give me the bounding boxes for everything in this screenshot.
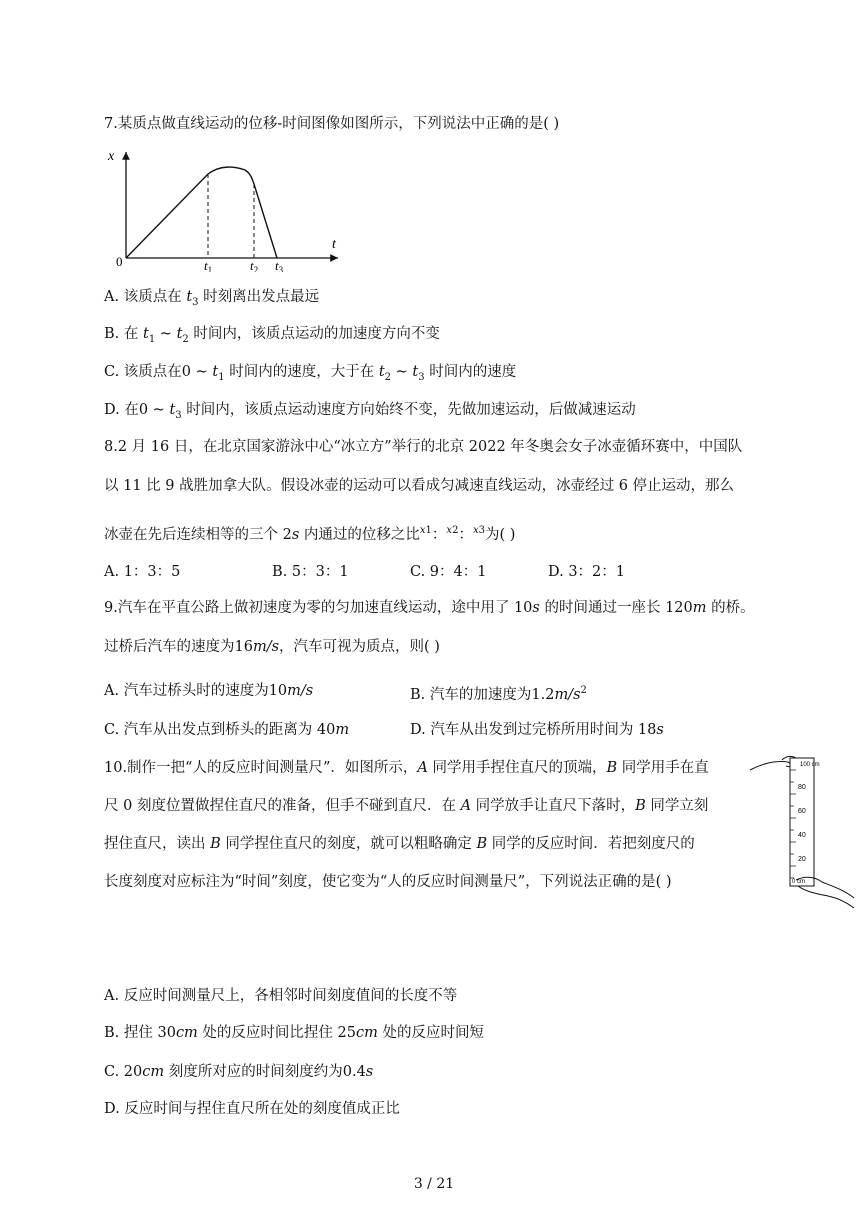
q8-line-3: 冰壶在先后连续相等的三个 2s 内通过的位移之比$^{x1}$：$^{x2}$：$^{x3}$为( ): [104, 525, 516, 543]
q10-line-3: 捏住直尺，读出 B 同学捏住直尺的刻度，就可以粗略确定 B 同学的反应时间．若把刻度尺的: [104, 836, 695, 852]
reaction-ruler-figure: [748, 752, 858, 910]
t1-label: $t_1$: [204, 258, 213, 272]
q10-option-b: B. 捏住 30cm 处的反应时间比捏住 25cm 处的反应时间短: [104, 1025, 484, 1041]
q8-line-1: 8.2 月 16 日，在北京国家游泳中心“冰立方”举行的北京 2022 年冬奥会女子冰壶循环赛中，中国队: [104, 439, 743, 455]
q9-option-a: A. 汽车过桥头时的速度为10m/s: [104, 683, 314, 699]
page-number: 3 / 21: [413, 1176, 455, 1192]
t3-label: $t_3$: [275, 258, 284, 272]
q9-option-d: D. 汽车从出发到过完桥所用时间为 18s: [410, 722, 664, 738]
q10-option-d: D. 反应时间与捏住直尺所在处的刻度值成正比: [104, 1101, 400, 1117]
q9-option-c: C. 汽车从出发点到桥头的距离为 40m: [104, 722, 350, 738]
ruler-zero-label: 0 cm: [792, 879, 806, 885]
ruler-mark-60: 60: [798, 808, 806, 815]
ruler-body: [790, 758, 814, 886]
q7-option-b: B. 在 $t_1$ ~ $t_2$ 时间内，该质点运动的加速度方向不变: [104, 326, 440, 345]
ruler-mark-20: 20: [798, 856, 806, 863]
top-hand-icon: [750, 761, 794, 770]
y-axis-label: x: [108, 149, 115, 164]
q10-line-4: 长度刻度对应标注为“时间”刻度，使它变为“人的反应时间测量尺”，下列说法正确的是( ): [104, 874, 672, 890]
ruler-mark-80: 80: [798, 784, 806, 791]
x-axis-label: t: [332, 237, 336, 252]
q8-option-a: A. 1：3：5: [104, 564, 181, 580]
ruler-top-label: 100 cm: [800, 762, 820, 768]
q9-option-b: B. 汽车的加速度为$1.2m/s^2$: [410, 685, 587, 703]
q8-option-c: C. 9：4：1: [410, 564, 487, 580]
q10-line-2: 尺 0 刻度位置做捏住直尺的准备，但手不碰到直尺．在 A 同学放手让直尺下落时，B 同学立刻: [104, 798, 709, 814]
origin-label: 0: [116, 254, 123, 269]
q8-option-b: B. 5：3：1: [272, 564, 349, 580]
t2-label: $t_2$: [250, 258, 259, 272]
q8-line-2: 以 11 比 9 战胜加拿大队。假设冰壶的运动可以看成匀减速直线运动，冰壶经过 6 停止运动，那么: [104, 478, 735, 494]
q8-option-d: D. 3：2：1: [548, 564, 626, 580]
q7-option-c: C. 该质点在0 ~ $t_1$ 时间内的速度，大于在 $t_2$ ~ $t_3$ 时间内的速度: [104, 364, 517, 383]
ruler-mark-40: 40: [798, 832, 806, 839]
q10-option-c: C. 20cm 刻度所对应的时间刻度约为0.4s: [104, 1064, 374, 1080]
q7-stem: 7.某质点做直线运动的位移-时间图像如图所示，下列说法中正确的是( ): [104, 116, 560, 132]
q9-line-1: 9.汽车在平直公路上做初速度为零的匀加速直线运动，途中用了 10s 的时间通过一座长 120m 的桥。: [104, 600, 755, 616]
position-time-graph: [100, 140, 350, 272]
q7-option-d: D. 在0 ~ $t_3$ 时间内，该质点运动速度方向始终不变，先做加速运动，后做减速运动: [104, 402, 636, 421]
q9-line-2: 过桥后汽车的速度为16m/s，汽车可视为质点，则( ): [104, 639, 440, 655]
q10-option-a: A. 反应时间测量尺上，各相邻时间刻度值间的长度不等: [104, 988, 458, 1004]
q7-option-a: A. 该质点在 $t_3$ 时刻离出发点最远: [104, 289, 320, 308]
q10-line-1: 10.制作一把“人的反应时间测量尺”．如图所示，A 同学用手捏住直尺的顶端，B 同学用手在直: [104, 760, 709, 776]
